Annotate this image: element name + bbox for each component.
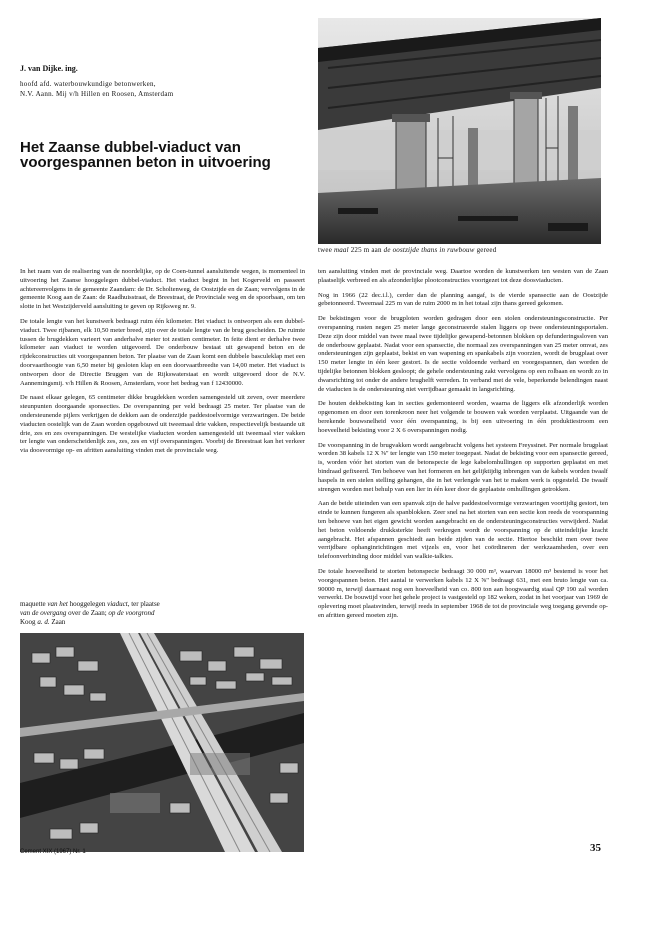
article-title [20, 140, 320, 170]
caption-text: hooggelegen [67, 600, 108, 608]
construction-photo-caption [318, 246, 608, 254]
paragraph: In het raam van de realisering van de noordelijke, op de Coen-tunnel aansluitende wegen, is momenteel in uitvoering het Zaanse hooggelegen dubbel-viaduct. Het viaduct begint in het Kogerveld en passeert achtereenvolgens in de gemeente Zaandam: de Dr. Scholtenweg, de Oostzijde en de Zaan; vervolgens in de gemeente Koog aan de Zaan: de Raadhuisstraat, de Breestraat, de Provinciale weg en de spoorbaan, om ten slotte in het Westzijderveld aansluiting te geven op Rijksweg nr. 9. [20, 268, 305, 311]
author-name: J. van Dijke. ing. [20, 64, 78, 73]
paragraph: ten aansluiting vinden met de provinciale weg. Daartoe worden de kunstwerken ten westen van de Zaan plaatselijk verbreed en als afzonderlijke plootconstructies voortgezet tot deze doosviaducten. [318, 268, 608, 284]
caption-text: Zaan [49, 618, 66, 626]
construction-photo [318, 18, 601, 244]
author-affiliation [20, 80, 310, 99]
paragraph: De bekistingen voor de brugploten worden gedragen door een stolen ondersteuningsconstructie. Per overspanning rusten negen 25 meter lange geconstrueerde stalen liggers op twee ondersteuningsportalen. Deze zijn door middel van twee maal twee tijdelijke gewapend-betonnen blokken op defunderingssloven van de onderbouw geplaatst. Nadat voor een spansectie, die normaal zes overspanningen van 25 meter omvat, zes ondersteuningen zijn geplaatst, bekist en van wapening en spankabels zijn voorzien, wordt de brugplaat over 150 meter lengte in één keer gestort. Is de sectie voldoende verhard en voorgespannen, dan worden de tijdelijke betonnen blokken gesloopt; de gehele ondersteuning zakt vervolgens op een rolbaan en wordt zo in dwarsrichting tot onder de andere brughelft verreden. In verband met de vele, beperkende belendingen naast de viaducten is de ondersteuning niet verrijdbaar gemaakt in langsrichting. [318, 315, 608, 393]
caption-text: op de voorgrond [108, 609, 155, 617]
caption-text: a. d. [37, 618, 50, 626]
paragraph: Nog in 1966 (22 dec.i.l.), cerder dan de planning aangaf, is de vierde spansectie aan de Oostzijde gebetonneerd. Tweemaal 225 m van de ruim 2000 m in het totaal zijn thans gereed gekomen. [318, 291, 608, 308]
left-column-text [20, 268, 305, 462]
caption-text: maquette [20, 600, 48, 608]
right-column-text [318, 268, 608, 627]
journal-reference: Cement XIX (1967) Nr. 1 [20, 849, 86, 855]
paragraph: Aan de beide uiteinden van een spanvak zijn de halve paddestoelvormige verzwaringen voortijdig gestort, ten einde te kunnen fungeren als spanblokken. Zeer snel na het storten van een sectie kon reeds de voorspanning ten behoeve van het eigen gewicht worden aangebracht en de ondersteuningsconstructies verwijderd. Nadat het beton voldoende drukksterkte heeft verkregen wordt de voorspanning op de uiteindelijke kracht aangebracht. Het afspannen geschiedt aan beide zijden van de sectie. Hiertoe beschikt men over twee verrijdbare ophanginrichtingen met vijzels en, voor het coördineren der werkzaamheden, over een telefoonverbinding door middel van walkie-talkies. [318, 500, 608, 561]
caption-text: 225 m aan [348, 246, 384, 254]
title-line-2: voorgespannen beton in uitvoering [20, 154, 271, 171]
model-photo [20, 633, 304, 852]
caption-text: twee [318, 246, 334, 254]
model-photo-graphic [20, 633, 304, 852]
affiliation-line-1: hoofd afd. waterbouwkundige betonwerken, [20, 80, 156, 88]
paragraph: De totale lengte van het kunstwerk bedraagt ruim één kilometer. Het viaduct is ontworpen als een dubbel-viaduct. Twee rijbanen, elk 10,50 meter breed, zijn over de totale lengte van de brug gescheiden. De ruimte tussen de brugdekken varieert van anderhalve meter tot zestien centimeter. In feite dient er derhalve twee kilometer aan viaduct te worden uitgevoerd. De onderbouw bestaat uit gewapend beton en de rijdekconstructies uit voorgespannen beton. Ter plaatse van de Zaan komt een dubbele basculeklap met een doorvaarthoogte van 6,50 meter bij gesloten klap en een doorvaartbreedte van 14,00 meter. Het viaduct is ontworpen door de Directie Bruggen van de Rijkswaterstaat en wordt uitgevoerd door de N.V. Aannemingsmij. v/h Hillen & Roosen, Amsterdam, voor het bedrag van f 12430000. [20, 317, 305, 387]
caption-text: van het [47, 600, 68, 608]
caption-text: maal [333, 246, 349, 254]
caption-text: viaduct, [107, 600, 130, 608]
title-line-1: Het Zaanse dubbel-viaduct van [20, 139, 241, 156]
affiliation-line-2: N.V. Aann. Mij v/h Hillen en Roosen, Amsterdam [20, 89, 174, 98]
page-number: 35 [590, 842, 601, 854]
caption-text: gereed [474, 246, 497, 254]
caption-text: Koog [20, 618, 38, 626]
model-photo-caption [20, 600, 270, 627]
paragraph: De totale hoeveelheid te storten betonspecie bedraagt 30 000 m³, waarvan 18000 m³ bestemd is voor het voorgespannen beton. Het aantal te verwerken kabels 12 X ⅝" bedraagt 631, met een bruto lengte van ca. 90000 m, terwijl daarnaast nog een hoeveelheid van co. 800 ton aan hoogwaardig staal QP 190 zal worden verwerkt. De bouwtijd voor het gehele project is vastgesteld op 182 weken, zodat in het voorjaar van 1969 de oplevering moet plaatsvinden, terwijl reeds in september 1968 de tot de provinciale weg toegang gevende op- en afritten gereed moeten zijn. [318, 567, 608, 619]
paragraph: De naast elkaar gelegen, 65 centimeter dikke brugdekken worden samengesteld uit zeven, over meerdere steunpunten doorgaande sponsecties. De overspanning per veld bedraagt 25 meter. Ter plaatse van de ondersteunende pijlers verkrijgen de dekken aan de onderzijde paddestoelvormige verzwaringen. De beide viaducten oostelijk van de Zaan worden opgebouwd uit tweemaal drie vakken, respectievelijk bestaande uit drie, zes en zes overspanningen. De westelijke viaducten worden samengesteld uit tweemaal vier vakken ter lengte van onderscheidenlijk zes, zes, zes en vijf overspanningen. Voorbij de Breestraat kan het verkeer via doosvormige op- en afritten aansluiting vinden met de provinciale weg. [20, 394, 305, 455]
paragraph: De voorspanning in de brugvakken wordt aangebracht volgens het systeem Freyssinet. Per normale brugplaat worden 38 kabels 12 X ⅝" ter lengte van 150 meter toegepast. Nadat de bekisting voor een spansectie gereed, is, worden vóór het storten van de betonspecie de lege kabelomhullingen op supporten geplaatst en met bindraad gefixeerd. Ten behoeve van het formeren en het gelijktijdig inbrengen van de kabels worden twaalf haspels in een stelen stelling gehangen, die in het verlengde van het te maken werk is opgesteld. De twaalf strengen worden met behulp van een lier in één keer door de geplaatste omhullingen getrokken. [318, 441, 608, 493]
caption-text: ter plaatse [129, 600, 160, 608]
caption-text: van de overgang [20, 609, 67, 617]
caption-text: de oostzijde thans in ruwbouw [383, 246, 475, 254]
construction-photo-graphic [318, 18, 601, 244]
caption-text: over de Zaan; [66, 609, 109, 617]
paragraph: De houten dekbekisting kan in secties gedemonteerd worden, waarna de liggers elk afzonderlijk worden opgenomen en door een torenkroon neer het volgende te bouwen vak worden verplaatst. Uitgaande van de berekende bouwsnelheid voor één overspanning, is bij een uitvoering in één produktiestroom een hoeveelheid bekisting voor 2 X 6 overspanningen nodig. [318, 400, 608, 434]
